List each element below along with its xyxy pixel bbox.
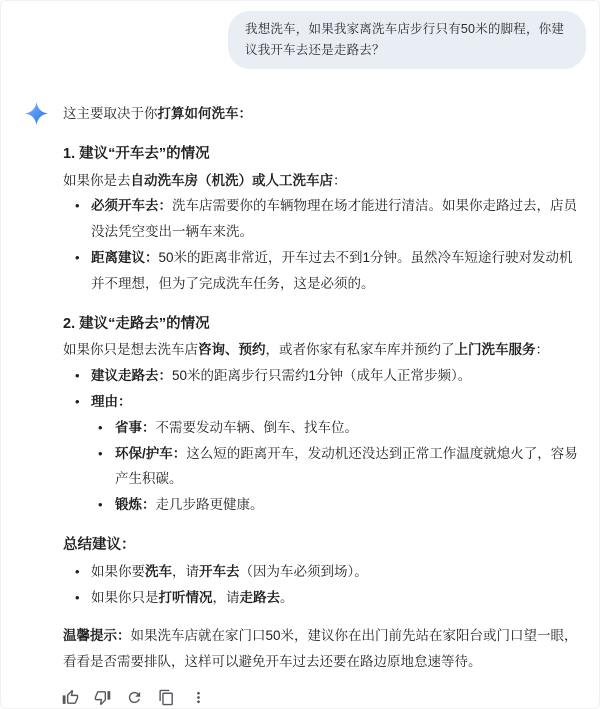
thumbs-up-button[interactable] xyxy=(57,684,84,709)
user-message-row xyxy=(1,1,599,69)
text: 如果你只是想去洗车店 xyxy=(63,342,198,358)
list-item xyxy=(63,559,584,585)
text: 洗车店需要你的车辆物理在场才能进行清洁。如果你走路过去，店员没法凭空变出一辆车来洗。 xyxy=(91,198,577,240)
bold-text: 上门洗车服务 xyxy=(454,342,536,358)
bold-text: 总结建议： xyxy=(63,536,136,553)
section-heading xyxy=(63,312,584,338)
text: ，请 xyxy=(212,589,240,605)
bold-text: 距离建议： xyxy=(91,249,159,265)
list-item xyxy=(63,245,584,297)
assistant-avatar xyxy=(25,102,51,125)
user-message-text: 我想洗车，如果我家离洗车店步行只有50米的脚程，你建议我开车去还是走路去？ xyxy=(245,22,565,57)
list-item xyxy=(63,585,584,611)
refresh-icon xyxy=(126,689,143,706)
thumbs-down-button[interactable] xyxy=(89,684,116,709)
paragraph xyxy=(63,337,584,363)
list-item xyxy=(91,441,584,493)
bold-text: 必须开车去： xyxy=(91,198,172,214)
text: ： xyxy=(333,172,347,188)
list-item xyxy=(63,363,584,389)
bold-text: 洗车 xyxy=(145,563,172,579)
bold-text: 环保/护车： xyxy=(115,445,187,461)
list-item xyxy=(63,389,584,518)
text: 如果你要 xyxy=(91,563,145,579)
response-action-bar xyxy=(57,684,584,709)
section-heading xyxy=(63,533,584,559)
bullet-list xyxy=(63,363,584,518)
assistant-response-body xyxy=(63,101,584,675)
bold-text: 锻炼： xyxy=(115,497,156,513)
bold-text: 建议走路去： xyxy=(91,368,172,384)
bold-text: 打算如何洗车： xyxy=(157,106,252,121)
bullet-list xyxy=(91,415,584,518)
text: 这主要取决于你 xyxy=(63,106,158,121)
bold-text: 打听情况 xyxy=(158,589,213,605)
bold-text: 自动洗车房（机洗）或人工洗车店 xyxy=(130,172,333,188)
bold-text: 2. 建议“走路去”的情况 xyxy=(63,315,210,332)
bullet-list xyxy=(63,559,584,611)
text: 走几步路更健康。 xyxy=(155,497,264,513)
text: 50米的距离非常近，开车过去不到1分钟。虽然冷车短途行驶对发动机并不理想，但为了完成洗车任务，这是必须的。 xyxy=(91,249,573,291)
bullet-list xyxy=(63,193,584,296)
assistant-response xyxy=(63,101,584,709)
list-item xyxy=(63,193,584,245)
text: 如果洗车店就在家门口50米，建议你在出门前先站在家阳台或门口望一眼，看看是否需要排队，这样可以避免开车过去还要在路边原地怠速等待。 xyxy=(63,628,578,670)
bold-text: 1. 建议“开车去”的情况 xyxy=(63,145,210,162)
paragraph xyxy=(63,101,584,127)
text: 50米的距离步行只需约1分钟（成年人正常步频）。 xyxy=(172,368,472,384)
list-item xyxy=(91,415,584,441)
text: 这么短的距离开车，发动机还没达到正常工作温度就熄火了，容易产生积碳。 xyxy=(115,445,578,487)
text: 。 xyxy=(280,589,294,605)
thumbs-up-icon xyxy=(62,689,79,706)
user-message-bubble xyxy=(228,11,586,69)
bold-text: 开车去 xyxy=(199,563,240,579)
bold-text: 省事： xyxy=(115,419,156,435)
text: 如果你是去 xyxy=(63,172,131,188)
copy-icon xyxy=(158,689,175,706)
paragraph xyxy=(63,623,584,675)
bold-text: 咨询、预约 xyxy=(198,342,266,358)
thumbs-down-icon xyxy=(94,689,111,706)
text: 不需要发动车辆、倒车、找车位。 xyxy=(155,419,358,435)
refresh-button[interactable] xyxy=(121,684,148,709)
text: ： xyxy=(535,342,549,358)
list-item xyxy=(91,492,584,518)
text: ，请 xyxy=(172,563,199,579)
gemini-sparkle-icon xyxy=(25,102,48,125)
paragraph xyxy=(63,168,584,194)
copy-button[interactable] xyxy=(153,684,180,709)
section-heading xyxy=(63,142,584,168)
bold-text: 走路去 xyxy=(239,589,280,605)
assistant-message xyxy=(1,101,599,709)
more-options-button[interactable] xyxy=(185,684,212,709)
text: 如果你只是 xyxy=(91,589,159,605)
bold-text: 理由： xyxy=(91,393,132,409)
more-options-icon xyxy=(190,689,207,706)
bold-text: 温馨提示： xyxy=(63,628,131,644)
text: ，或者你家有私家车库并预约了 xyxy=(265,342,455,358)
text: （因为车必须到场）。 xyxy=(239,563,368,579)
